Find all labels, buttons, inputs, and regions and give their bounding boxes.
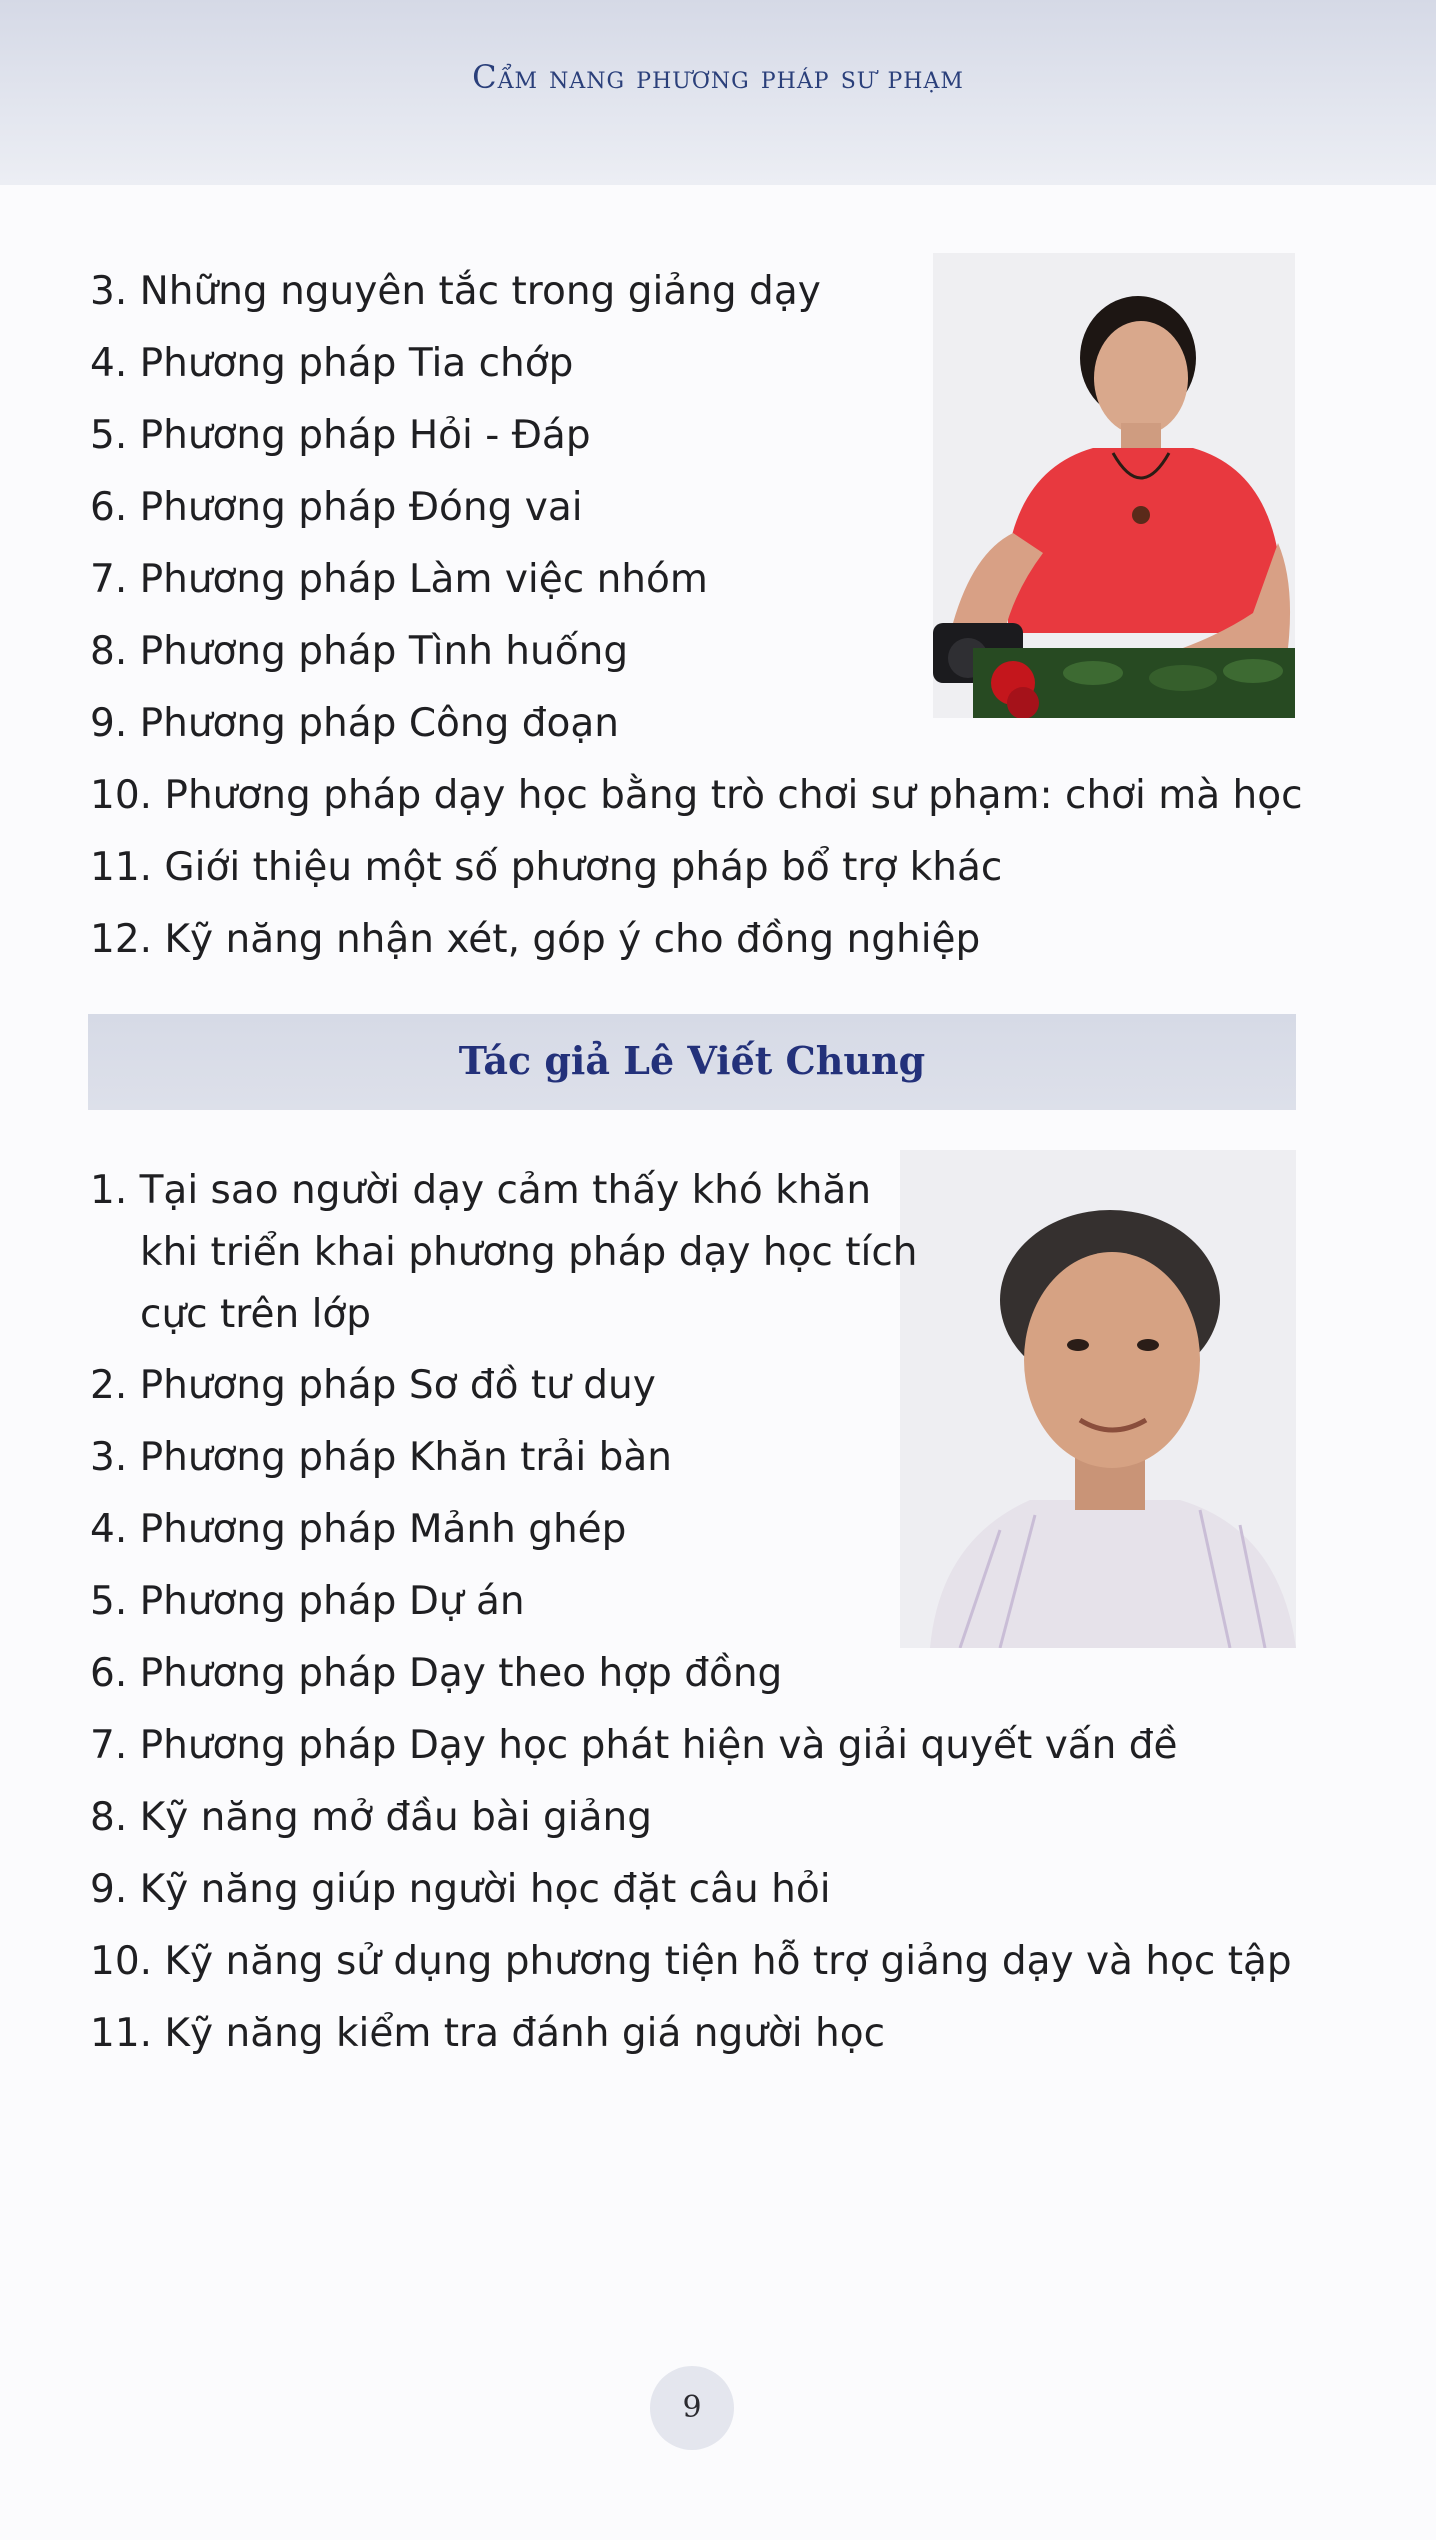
running-header-title: Cẩm nang phương pháp sư phạm [472,58,964,96]
list-item: 4. Phương pháp Tia chớp [90,341,574,386]
list-item: 9. Kỹ năng giúp người học đặt câu hỏi [90,1867,831,1912]
list-item: 6. Phương pháp Dạy theo hợp đồng [90,1651,783,1696]
list-item: 5. Phương pháp Hỏi - Đáp [90,413,591,458]
list-item: 4. Phương pháp Mảnh ghép [90,1507,627,1552]
topic-list-author-2 [90,1160,1292,2070]
list-item: 11. Giới thiệu một số phương pháp bổ trợ khác [90,845,1003,890]
list-item: 3. Phương pháp Khăn trải bàn [90,1435,672,1480]
list-item: 3. Những nguyên tắc trong giảng dạy [90,269,821,314]
list-item: 12. Kỹ năng nhận xét, góp ý cho đồng nghiệp [90,917,981,962]
list-item: 7. Phương pháp Dạy học phát hiện và giải quyết vấn đề [90,1723,1178,1768]
list-item: 2. Phương pháp Sơ đồ tư duy [90,1363,656,1408]
topic-list-author-1 [90,256,1303,976]
list-item: 1. Tại sao người dạy cảm thấy khó khăn khi triển khai phương pháp dạy học tích cực trên lớp [90,1168,918,1337]
list-item: 10. Kỹ năng sử dụng phương tiện hỗ trợ giảng dạy và học tập [90,1939,1292,1984]
list-item: 5. Phương pháp Dự án [90,1579,525,1624]
list-item: 10. Phương pháp dạy học bằng trò chơi sư phạm: chơi mà học [90,773,1303,818]
list-item: 11. Kỹ năng kiểm tra đánh giá người học [90,2011,886,2056]
list-item: 8. Kỹ năng mở đầu bài giảng [90,1795,653,1840]
list-item: 8. Phương pháp Tình huống [90,629,629,674]
section-heading-author: Tác giả Lê Viết Chung [458,1038,926,1083]
list-item: 6. Phương pháp Đóng vai [90,485,583,530]
list-item: 7. Phương pháp Làm việc nhóm [90,557,708,602]
page-number: 9 [650,2366,734,2450]
list-item: 9. Phương pháp Công đoạn [90,701,620,746]
